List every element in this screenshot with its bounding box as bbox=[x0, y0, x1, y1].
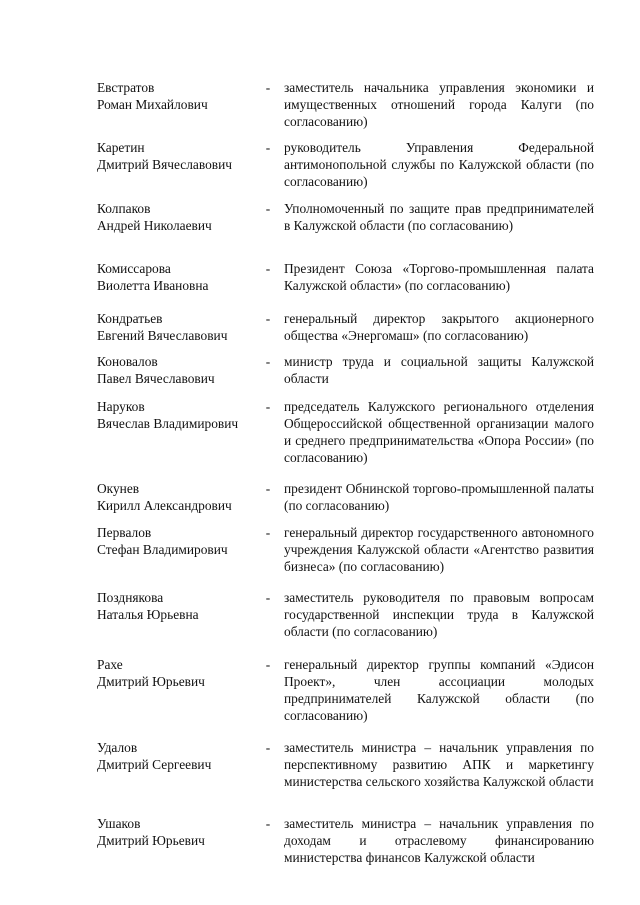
separator-dash: - bbox=[265, 140, 271, 155]
member-surname: Позднякова bbox=[97, 590, 164, 605]
member-role: генеральный директор закрытого акционерного общества «Энергомаш» (по согласованию) bbox=[284, 311, 594, 343]
member-surname: Каретин bbox=[97, 140, 145, 155]
separator-dash: - bbox=[265, 354, 271, 369]
member-surname: Коновалов bbox=[97, 354, 158, 369]
member-role: заместитель начальника управления экономики и имущественных отношений города Калуги (по согласованию) bbox=[284, 80, 594, 129]
member-role: генеральный директор государственного автономного учреждения Калужской области «Агентство развития бизнеса» (по согласованию) bbox=[284, 525, 594, 574]
member-role: заместитель руководителя по правовым вопросам государственной инспекции труда в Калужской области (по согласованию) bbox=[284, 590, 594, 639]
member-surname: Окунев bbox=[97, 481, 140, 496]
separator-dash: - bbox=[265, 590, 271, 605]
member-surname: Наруков bbox=[97, 399, 145, 414]
member-given-name: Наталья Юрьевна bbox=[97, 607, 199, 622]
member-given-name: Кирилл Александрович bbox=[97, 498, 232, 513]
member-name bbox=[97, 79, 267, 113]
member-given-name: Дмитрий Юрьевич bbox=[97, 833, 205, 848]
member-given-name: Дмитрий Вячеславович bbox=[97, 157, 232, 172]
member-role: руководитель Управления Федеральной антимонопольной службы по Калужской области (по согласованию) bbox=[284, 140, 594, 189]
member-given-name: Стефан Владимирович bbox=[97, 542, 228, 557]
separator-dash: - bbox=[265, 80, 271, 95]
separator-dash: - bbox=[265, 525, 271, 540]
member-given-name: Евгений Вячеславович bbox=[97, 328, 228, 343]
member-role: генеральный директор группы компаний «Эдисон Проект», член ассоциации молодых предпринимателей Калужской области (по согласованию) bbox=[284, 657, 594, 723]
separator-dash: - bbox=[265, 816, 271, 831]
separator-dash: - bbox=[265, 261, 271, 276]
member-name bbox=[97, 656, 267, 690]
member-surname: Удалов bbox=[97, 740, 138, 755]
member-given-name: Андрей Николаевич bbox=[97, 218, 212, 233]
member-name bbox=[97, 310, 267, 344]
separator-dash: - bbox=[265, 740, 271, 755]
member-given-name: Вячеслав Владимирович bbox=[97, 416, 239, 431]
separator-dash: - bbox=[265, 311, 271, 326]
member-name bbox=[97, 589, 267, 623]
member-role: заместитель министра – начальник управления по доходам и отраслевому финансированию министерства финансов Калужской области bbox=[284, 816, 594, 865]
member-name bbox=[97, 200, 267, 234]
member-name bbox=[97, 398, 267, 432]
member-name bbox=[97, 524, 267, 558]
member-surname: Ушаков bbox=[97, 816, 141, 831]
member-name bbox=[97, 480, 267, 514]
member-surname: Кондратьев bbox=[97, 311, 163, 326]
member-surname: Евстратов bbox=[97, 80, 155, 95]
separator-dash: - bbox=[265, 201, 271, 216]
member-role: заместитель министра – начальник управления по перспективному развитию АПК и маркетингу министерства сельского хозяйства Калужской области bbox=[284, 740, 594, 789]
member-given-name: Виолетта Ивановна bbox=[97, 278, 209, 293]
member-surname: Первалов bbox=[97, 525, 152, 540]
member-given-name: Павел Вячеславович bbox=[97, 371, 215, 386]
separator-dash: - bbox=[265, 657, 271, 672]
member-given-name: Роман Михайлович bbox=[97, 97, 208, 112]
member-surname: Рахе bbox=[97, 657, 123, 672]
member-given-name: Дмитрий Юрьевич bbox=[97, 674, 205, 689]
member-role: Уполномоченный по защите прав предпринимателей в Калужской области (по согласованию) bbox=[284, 201, 594, 233]
member-role: министр труда и социальной защиты Калужской области bbox=[284, 354, 594, 386]
member-role: председатель Калужского регионального отделения Общероссийской общественной организации малого и среднего предпринимательства «Опора России» (по согласованию) bbox=[284, 399, 594, 465]
member-role: Президент Союза «Торгово-промышленная палата Калужской области» (по согласованию) bbox=[284, 261, 594, 293]
member-name bbox=[97, 260, 267, 294]
member-surname: Комиссарова bbox=[97, 261, 171, 276]
member-given-name: Дмитрий Сергеевич bbox=[97, 757, 212, 772]
member-name bbox=[97, 815, 267, 849]
member-name bbox=[97, 353, 267, 387]
member-name bbox=[97, 739, 267, 773]
member-name bbox=[97, 139, 267, 173]
separator-dash: - bbox=[265, 399, 271, 414]
separator-dash: - bbox=[265, 481, 271, 496]
member-surname: Колпаков bbox=[97, 201, 151, 216]
member-role: президент Обнинской торгово-промышленной палаты (по согласованию) bbox=[284, 481, 594, 513]
